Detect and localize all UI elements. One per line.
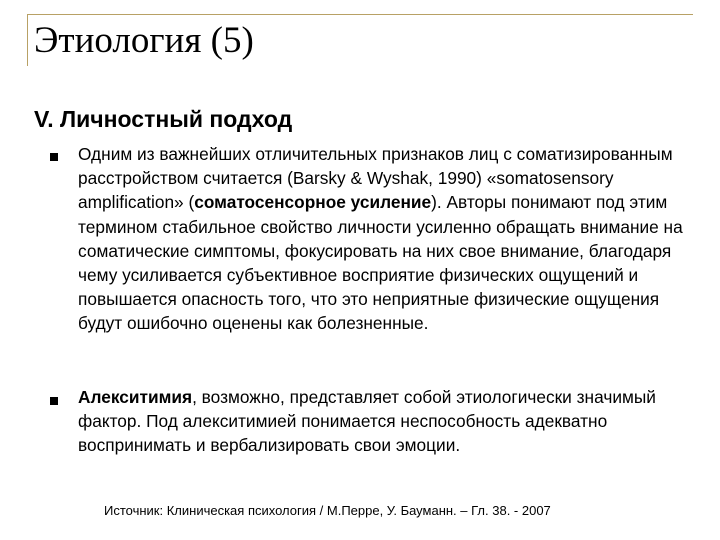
bullet-square-icon (50, 397, 58, 405)
bullet-text-segment: ). Авторы понимают под этим термином стабильное свойство личности усиленно обращать внимание на соматические симптомы, фокусировать на них свое внимание, благодаря чему усиливается субъективное восприятие физических ощущений и повышается опасность того, что это неприятные физические ощущения будут ошибочно оценены как болезненные. (78, 192, 683, 334)
bullet-text-segment: Одним из важнейших отличительных признаков лиц с соматизированным расстройством считается (Barsky & Wyshak, 1990) «somatosensory amplification» ( (78, 144, 673, 213)
title-accent-vertical-line (27, 14, 28, 66)
bullet-item-1 (78, 142, 704, 336)
bullet-item-2 (78, 385, 704, 458)
bullet-text-segment: , возможно, представляет собой этиологически значимый фактор. Под алекситимией понимается неспособность адекватно воспринимать и вербализировать свои эмоции. (78, 387, 656, 456)
slide-subtitle: V. Личностный подход (34, 106, 293, 132)
source-citation: Источник: Клиническая психология / М.Перре, У. Бауманн. – Гл. 38. - 2007 (104, 503, 551, 518)
bullet-bold-term: Алекситимия (78, 387, 193, 407)
bullet-bold-term: соматосенсорное усиление (194, 192, 432, 213)
slide-title: Этиология (5) (34, 20, 254, 61)
title-accent-horizontal-line (27, 14, 693, 15)
bullet-square-icon (50, 153, 58, 161)
